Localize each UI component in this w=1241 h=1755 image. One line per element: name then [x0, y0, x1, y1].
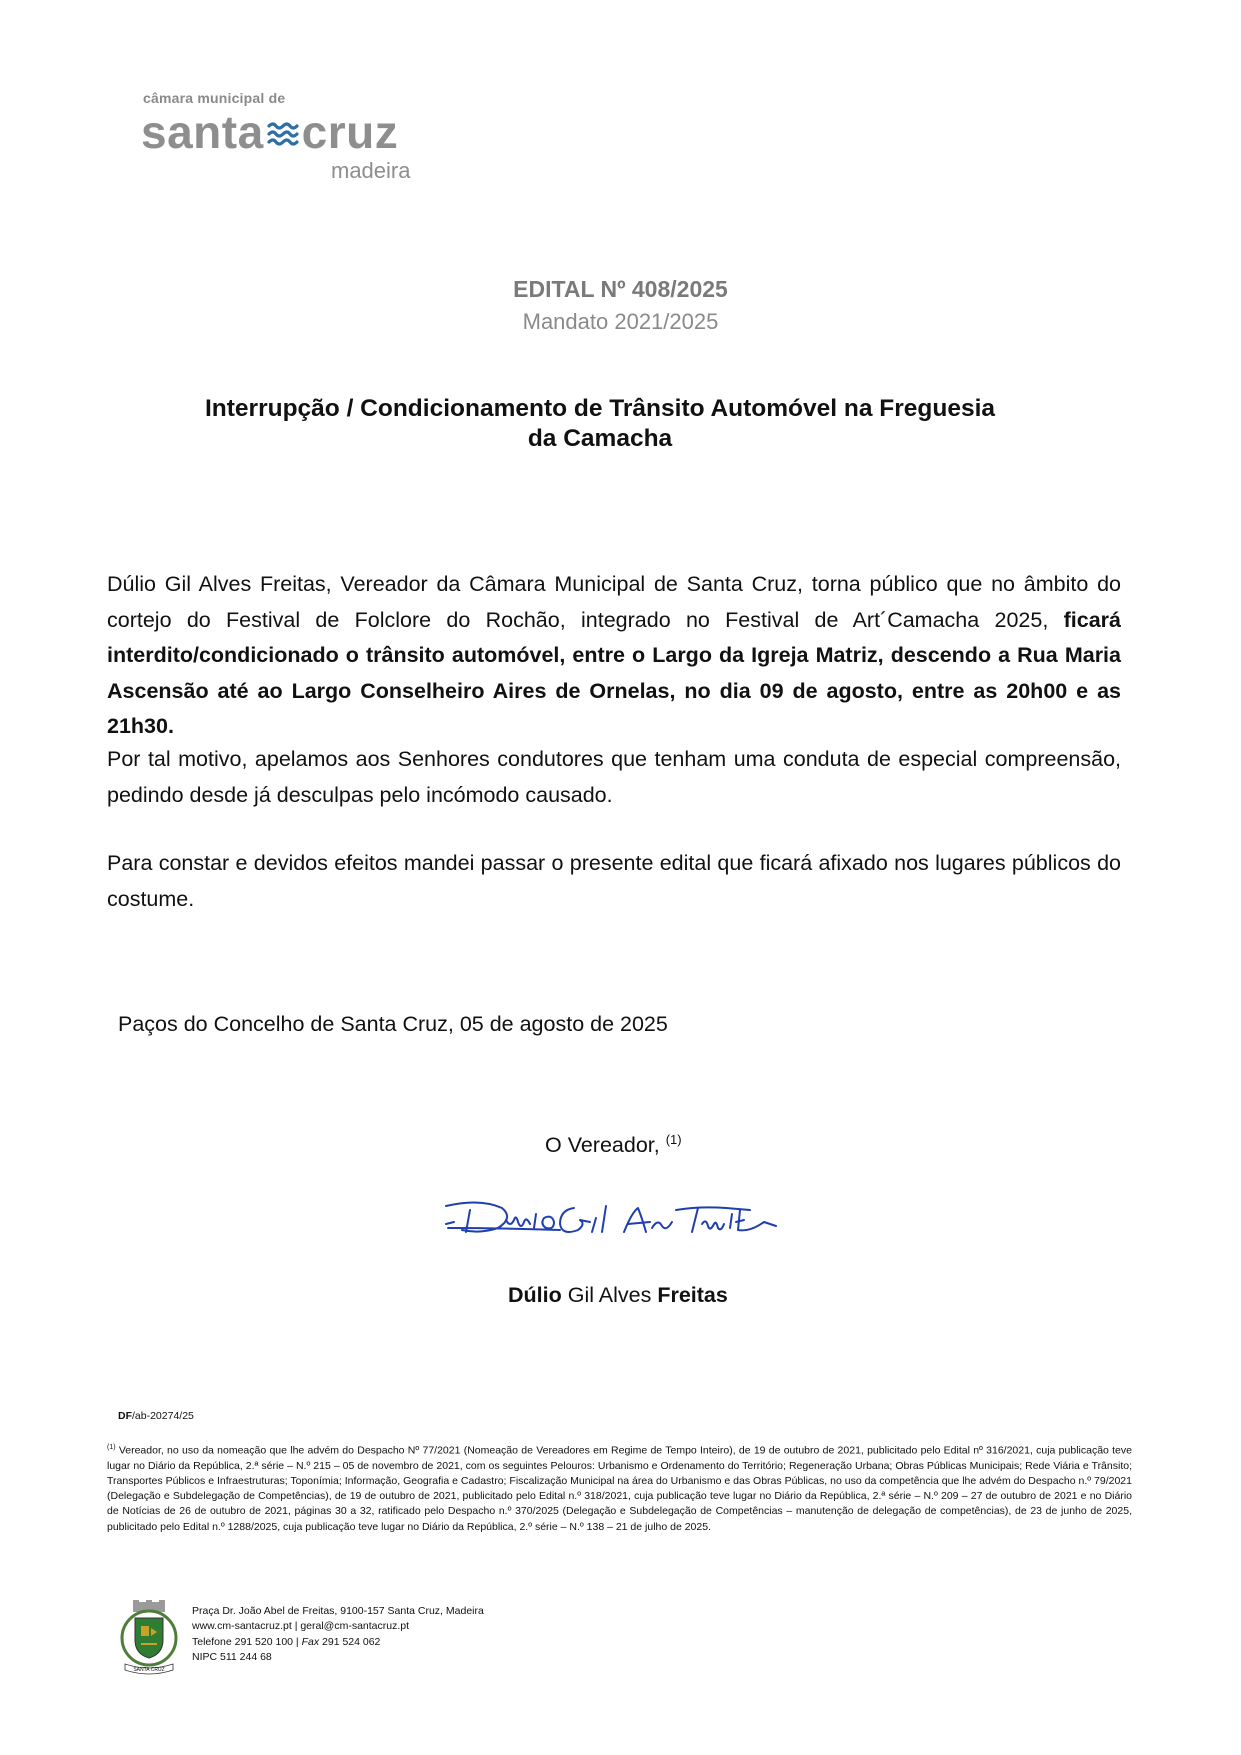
signer-last-name: Freitas [657, 1283, 728, 1307]
coat-scroll-text: SANTA CRUZ [133, 1667, 165, 1673]
place-and-date: Paços do Concelho de Santa Cruz, 05 de agosto de 2025 [118, 1012, 668, 1036]
reference-code: /ab-20274/25 [132, 1410, 194, 1422]
document-title [150, 394, 1050, 454]
title-line-1: Interrupção / Condicionamento de Trânsito Automóvel na Freguesia [204, 395, 996, 422]
body-paragraph-1 [107, 567, 1121, 745]
footer-fax-label: Fax [301, 1635, 320, 1648]
footnote-marker: (1) [665, 1132, 682, 1147]
footer-fax-number: 291 524 062 [319, 1635, 381, 1648]
footer-phone-fax [192, 1635, 484, 1650]
coat-of-arms-icon [117, 1600, 181, 1676]
logo-region: madeira [331, 158, 411, 183]
signer-role-text: O Vereador, [545, 1133, 666, 1158]
logo-wordmark [141, 106, 398, 158]
footer-phone: Telefone 291 520 100 | [192, 1635, 302, 1648]
signer-first-name: Dúlio [508, 1283, 562, 1307]
paragraph-1-bold-notice: ficará interdito/condicionado o trânsito automóvel, entre o Largo da Igreja Matriz, descendo a Rua Maria Ascensão até ao Largo Conselheiro Aires de Ornelas, no dia 09 de agosto, entre as 20h00 e as 21h30. [107, 607, 1121, 738]
municipality-logo [141, 88, 441, 183]
footer-nipc: NIPC 511 244 68 [192, 1651, 272, 1664]
reference-prefix: DF [118, 1410, 132, 1422]
handwritten-signature [440, 1188, 780, 1258]
footnote [107, 1440, 1132, 1535]
signer-middle-name: Gil Alves [561, 1283, 658, 1307]
edital-number: EDITAL Nº 408/2025 [513, 276, 728, 302]
title-line-2: da Camacha [527, 425, 673, 452]
paragraph-1-intro: Dúlio Gil Alves Freitas, Vereador da Câmara Municipal de Santa Cruz, torna público que no âmbito do cortejo do Festival de Folclore do Rochão, integrado no Festival de Art´Camacha 2025, [107, 572, 1121, 632]
footer-contacts [192, 1604, 484, 1666]
logo-top-text: câmara municipal de [143, 90, 286, 106]
logo-word-left: santa [141, 106, 264, 158]
signer-name [508, 1283, 728, 1308]
footnote-text: Vereador, no uso da nomeação que lhe advém do Despacho Nº 77/2021 (Nomeação de Vereadores em Regime de Tempo Inteiro), de 19 de outubro de 2021, publicitado pelo Edital nº 316/2021, cuja publicação teve lugar no Diário da República, 2.ª série – N.º 215 – 05 de novembro de 2021, com os seguintes Pelouros: Urbanismo e Ordenamento do Território; Regeneração Urbana; Obras Públicas Municipais; Rede Viária e Trânsito; Transportes Públicos e Infraestruturas; Toponímia; Informação, Geografia e Cadastro; Fiscalização Municipal na área do Urbanismo e das Obras Públicas, no uso da competência que lhe advém do Despacho n.º 79/2021 (Delegação e Subdelegação de Competências), de 19 de outubro de 2021, publicitado pelo Edital n.º 318/2021, cuja publicação teve lugar no Diário da República, 2.ª série – N.º 209 – 27 de outubro de 2021 e no Diário de Notícias de 26 de outubro de 2021, páginas 30 a 32, ratificado pelo Despacho n.º 370/2025 (Delegação e Subdelegação de Competências – manutenção de delegação de competências), de 23 de junho de 2025, publicitado pelo Edital n.º 1288/2025, cuja publicação teve lugar no Diário da República, 2.º série – N.º 138 – 21 de julho de 2025. [107, 1444, 1132, 1533]
signer-role [545, 1132, 682, 1158]
body-paragraph-3: Para constar e devidos efeitos mandei passar o presente edital que ficará afixado nos lugares públicos do costume. [107, 851, 1121, 911]
body-paragraph-2: Por tal motivo, apelamos aos Senhores condutores que tenham uma conduta de especial compreensão, pedindo desde já desculpas pelo incómodo causado. [107, 747, 1121, 807]
footnote-number: (1) [107, 1444, 116, 1451]
footer-address: Praça Dr. João Abel de Freitas, 9100-157 Santa Cruz, Madeira [192, 1605, 484, 1617]
logo-word-right: cruz [301, 106, 399, 158]
wave-icon [266, 118, 300, 152]
mandate-period: Mandato 2021/2025 [522, 309, 719, 334]
document-reference [118, 1410, 194, 1422]
footer-web-email: www.cm-santacruz.pt | geral@cm-santacruz.pt [192, 1620, 410, 1633]
